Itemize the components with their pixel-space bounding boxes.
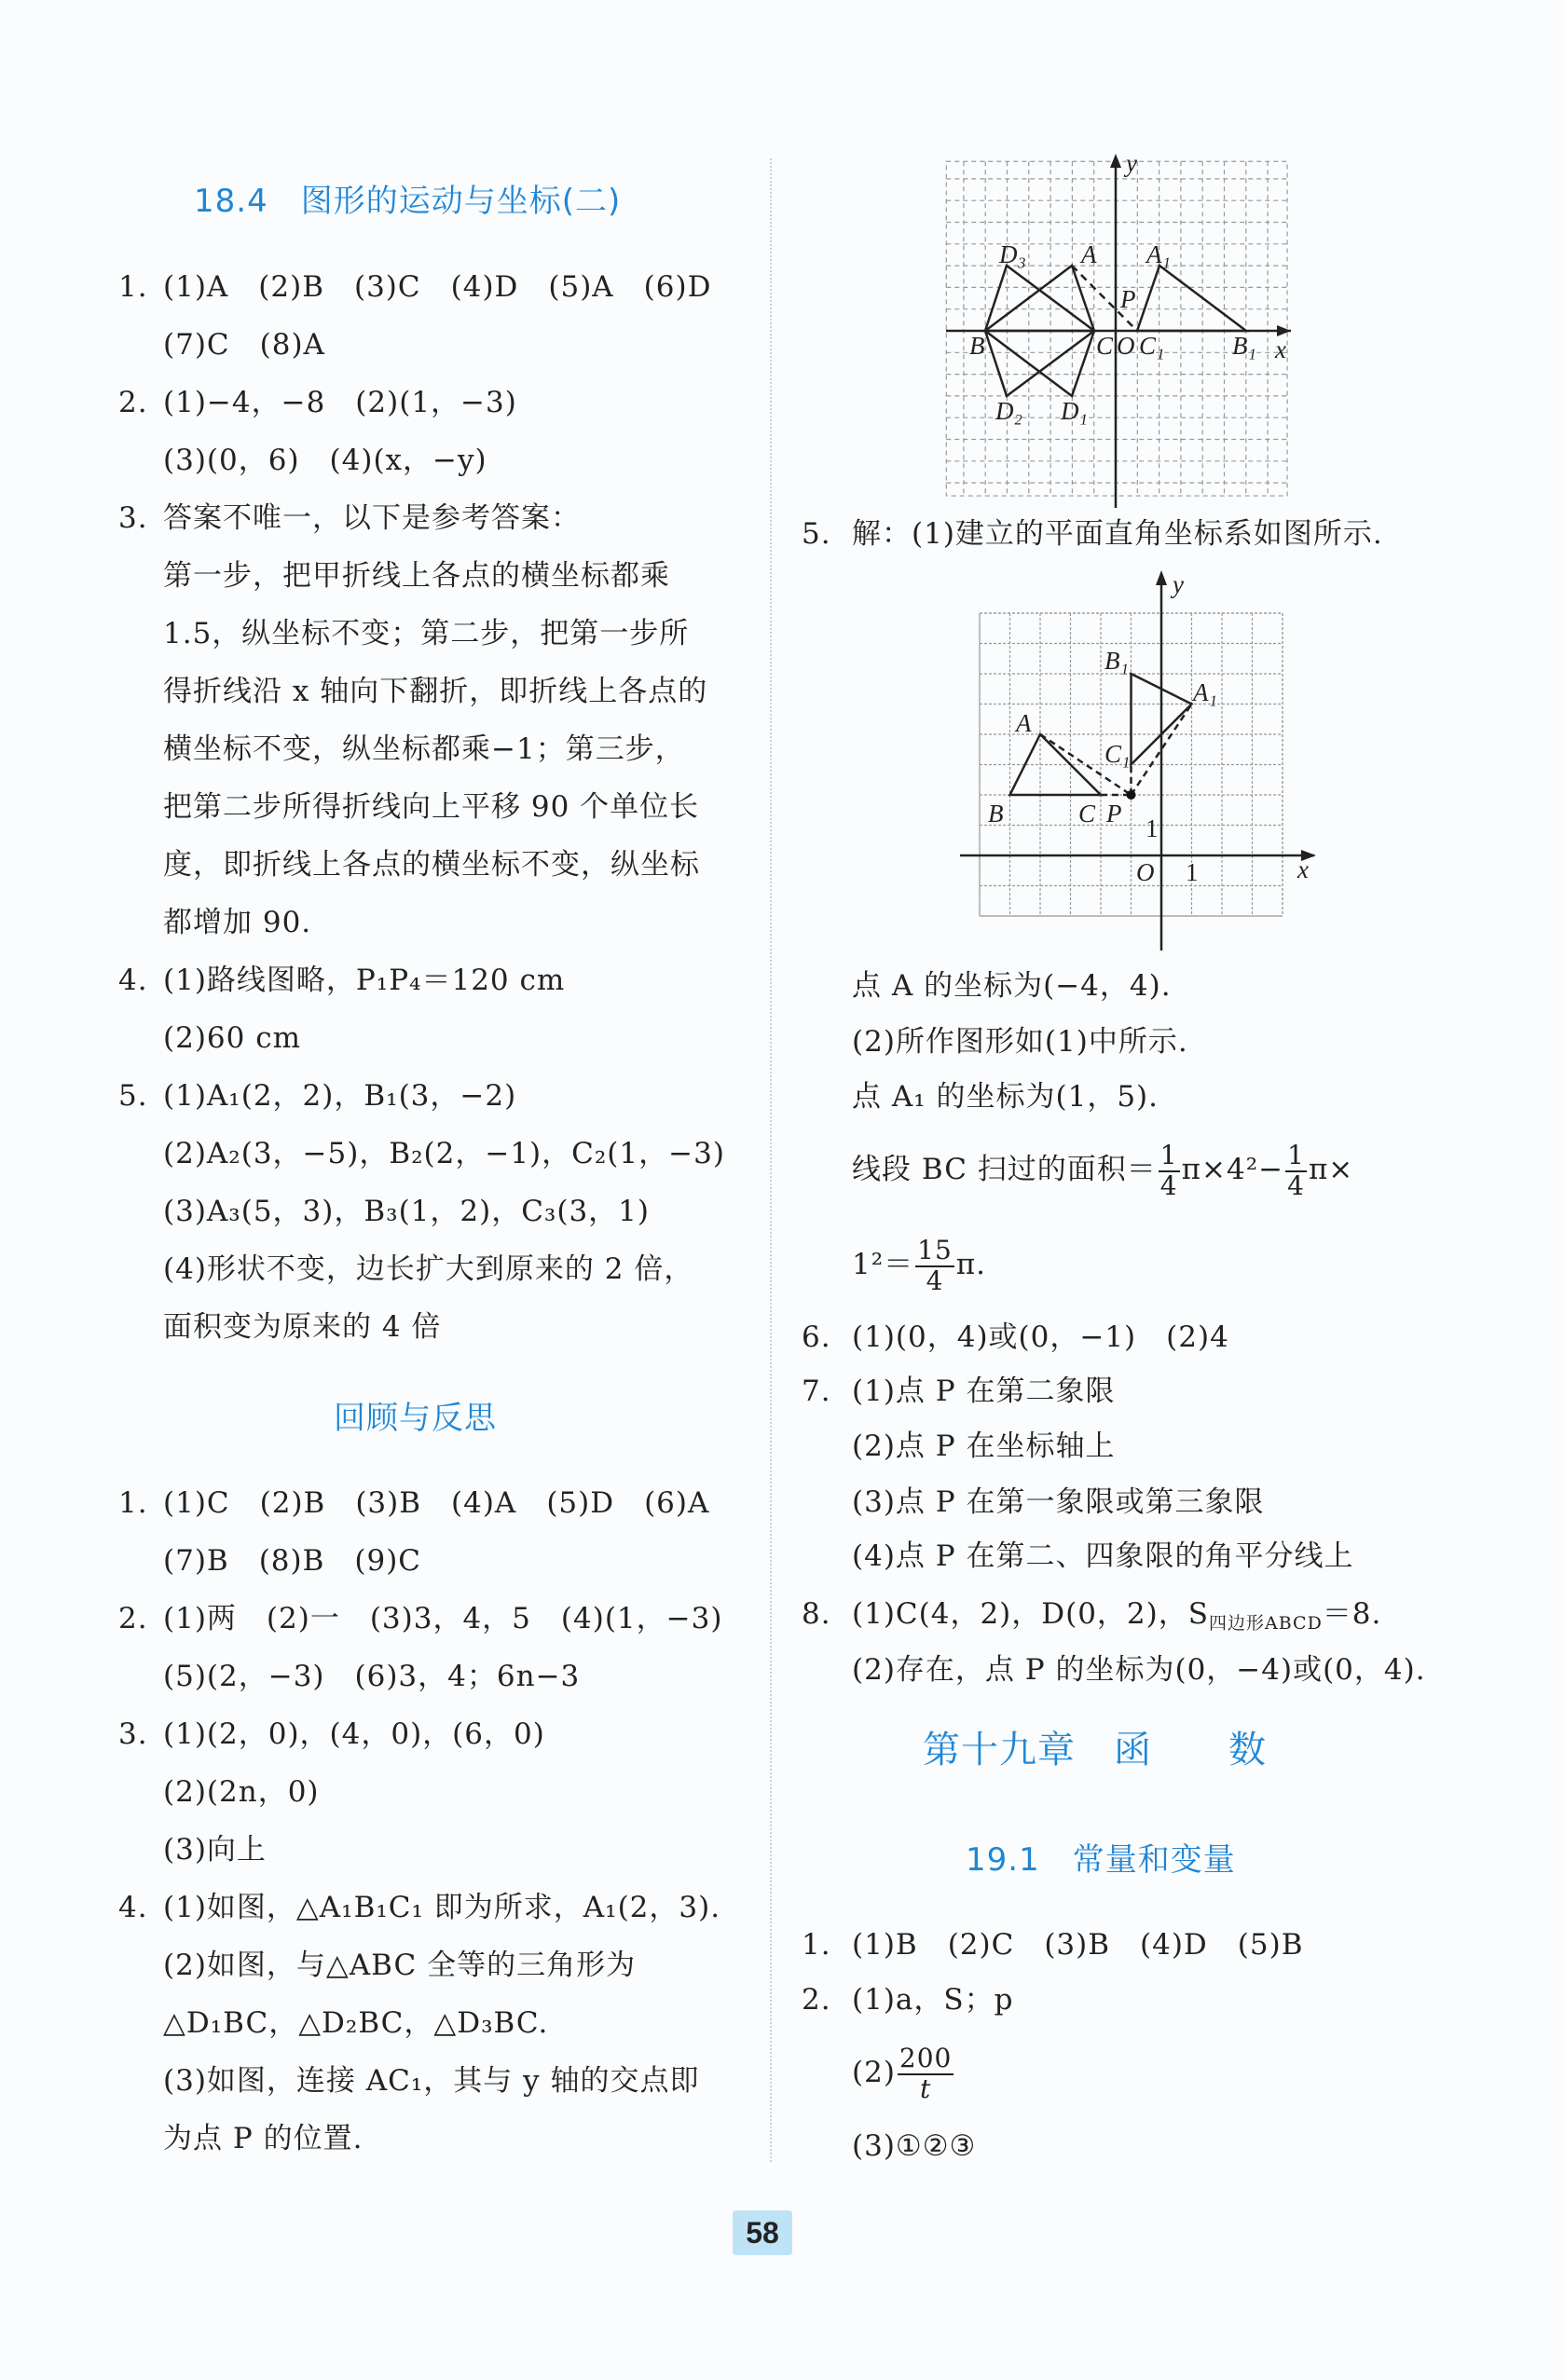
y-arrow-icon [1156, 570, 1167, 585]
q5-line-a: 点 A 的坐标为(−4，4). [852, 969, 1172, 1003]
answer-line: 度，即折线上各点的横坐标不变，纵坐标 [163, 848, 700, 882]
answer-line: (3)向上 [163, 1833, 267, 1867]
label-c: C [1096, 332, 1114, 360]
answer-line: (3)(0，6) (4)(x，−y) [163, 444, 487, 477]
question-number: 3. [118, 1717, 148, 1751]
label-d1: D₁ [1061, 397, 1088, 425]
fraction-200-t [898, 2042, 953, 2104]
section-title-18-4: 18.4 图形的运动与坐标(二) [194, 183, 622, 220]
denominator: 4 [926, 1265, 944, 1296]
question-number: 2. [118, 1602, 148, 1635]
answer-line: 横坐标不变，纵坐标都乘−1；第三步， [163, 732, 685, 766]
q7-line: (3)点 P 在第一象限或第三象限 [852, 1485, 1265, 1519]
label-a1: A₁ [1193, 678, 1217, 706]
s1-number: 1. [802, 1928, 831, 1962]
label-b1: B₁ [1232, 332, 1256, 360]
answer-line: (3)A₃(5，3)，B₃(1，2)，C₃(3，1) [163, 1195, 650, 1228]
answer-line: 为点 P 的位置. [163, 2122, 364, 2155]
q5-line-b: (2)所作图形如(1)中所示. [852, 1025, 1188, 1059]
formula2-prefix: 1²＝ [852, 1248, 914, 1281]
label-d2: D₂ [995, 397, 1022, 425]
numerator: 1 [1287, 1139, 1305, 1170]
answer-line: (2)60 cm [163, 1021, 301, 1055]
label-d3: D₃ [999, 240, 1026, 268]
q7-line: (4)点 P 在第二、四象限的角平分线上 [852, 1539, 1354, 1573]
triangle-a1b1c1 [1137, 266, 1246, 331]
answer-line: (1)−4，−8 (2)(1，−3) [163, 386, 517, 419]
numerator: 1 [1159, 1139, 1178, 1170]
label-x: x [1297, 855, 1309, 883]
s2-line3: (3)①②③ [852, 2129, 977, 2163]
answer-line: 把第二步所得折线向上平移 90 个单位长 [163, 790, 700, 824]
q8-subscript: 四边形ABCD [1209, 1613, 1323, 1634]
answer-line: 面积变为原来的 4 倍 [163, 1310, 442, 1344]
s2-line2 [852, 2035, 955, 2110]
answer-line: 第一步，把甲折线上各点的横坐标都乘 [163, 559, 670, 593]
answer-line: (4)形状不变，边长扩大到原来的 2 倍， [163, 1252, 694, 1286]
q5-formula-line1 [852, 1132, 1353, 1207]
q7-line: (2)点 P 在坐标轴上 [852, 1429, 1116, 1463]
label-y: y [1173, 570, 1184, 598]
triangle-d3bc [985, 266, 1094, 331]
diagram-coordinate-grid-2 [951, 559, 1342, 951]
label-1-x: 1 [1186, 858, 1199, 886]
answer-line: (3)如图，连接 AC₁，其与 y 轴的交点即 [163, 2064, 700, 2098]
s2-line2-prefix: (2) [852, 2056, 896, 2089]
page-number: 58 [733, 2210, 792, 2255]
q6-number: 6. [802, 1320, 831, 1354]
q7-number: 7. [802, 1375, 831, 1408]
label-c: C [1078, 800, 1096, 828]
numerator: 200 [899, 2042, 953, 2073]
fraction-1-4 [1159, 1139, 1180, 1201]
question-number: 1. [118, 1486, 148, 1520]
q5-formula-line2 [852, 1227, 986, 1302]
section-title-19-1: 19.1 常量和变量 [966, 1841, 1236, 1879]
formula2-end: π. [955, 1248, 987, 1281]
formula-end: π× [1308, 1153, 1354, 1186]
label-p: P [1106, 800, 1122, 828]
answer-line: (1)两 (2)一 (3)3，4，5 (4)(1，−3) [163, 1602, 723, 1635]
label-a1: A₁ [1146, 240, 1171, 268]
denominator: 4 [1159, 1169, 1178, 1201]
s2-number: 2. [802, 1983, 831, 2017]
denominator: 4 [1287, 1169, 1305, 1201]
label-a: A [1016, 709, 1032, 737]
question-number: 1. [118, 270, 148, 304]
s2-line1: (1)a，S；p [852, 1983, 1014, 2017]
q5-head: 解：(1)建立的平面直角坐标系如图所示. [852, 517, 1383, 551]
diagram-coordinate-grid-1 [932, 149, 1305, 513]
label-o: O [1117, 332, 1135, 360]
triangle-d2bc [985, 331, 1094, 396]
answer-line: (2)(2n，0) [163, 1775, 320, 1809]
point-p [1127, 790, 1136, 800]
label-p: P [1120, 285, 1136, 313]
answer-line: 1.5，纵坐标不变；第二步，把第一步所 [163, 617, 690, 650]
answer-line: (1)C (2)B (3)B (4)A (5)D (6)A [163, 1486, 710, 1520]
denominator: t [920, 2072, 932, 2104]
formula-mid: π×4²− [1181, 1153, 1284, 1186]
triangle-abc [985, 266, 1094, 331]
q5-line-c: 点 A₁ 的坐标为(1，5). [852, 1080, 1159, 1114]
label-y: y [1126, 149, 1137, 177]
y-arrow-icon [1110, 154, 1121, 168]
numerator: 15 [917, 1234, 953, 1265]
fraction-1-4 [1285, 1139, 1307, 1201]
answer-line: (1)A (2)B (3)C (4)D (5)A (6)D [163, 270, 712, 304]
answer-line: 都增加 90. [163, 906, 312, 939]
q7-line: (1)点 P 在第二象限 [852, 1375, 1116, 1408]
q8-line1-text: (1)C(4，2)，D(0，2)，S [852, 1597, 1209, 1631]
answer-line: (2)A₂(3，−5)，B₂(2，−1)，C₂(1，−3) [163, 1137, 725, 1170]
question-number: 2. [118, 386, 148, 419]
q5-number: 5. [802, 517, 831, 551]
answer-line: 得折线沿 x 轴向下翻折，即折线上各点的 [163, 675, 708, 708]
fraction-15-4 [915, 1234, 954, 1296]
q8-number: 8. [802, 1597, 831, 1631]
question-number: 5. [118, 1079, 148, 1113]
s1-text: (1)B (2)C (3)B (4)D (5)B [852, 1928, 1304, 1962]
question-number: 4. [118, 964, 148, 997]
answer-line: (2)如图，与△ABC 全等的三角形为 [163, 1949, 637, 1982]
answer-line: △D₁BC，△D₂BC，△D₃BC. [163, 2006, 549, 2040]
triangle-d1bc [985, 331, 1094, 396]
answer-line: (7)C (8)A [163, 328, 325, 362]
answer-line: (1)如图，△A₁B₁C₁ 即为所求，A₁(2，3). [163, 1891, 721, 1924]
label-b: B [988, 800, 1004, 828]
question-number: 4. [118, 1891, 148, 1924]
label-a: A [1081, 240, 1097, 268]
answer-line: (7)B (8)B (9)C [163, 1544, 422, 1578]
chapter-title: 第十九章 函 数 [923, 1729, 1267, 1771]
label-o: O [1136, 858, 1155, 886]
label-b: B [969, 332, 985, 360]
answer-line: (1)(2，0)，(4，0)，(6，0) [163, 1717, 545, 1751]
q8-line1-end: ＝8. [1322, 1597, 1382, 1631]
review-title: 回顾与反思 [334, 1400, 497, 1437]
q8-line1 [852, 1585, 1381, 1643]
answer-line: (1)路线图略，P₁P₄＝120 cm [163, 964, 566, 997]
q8-line2: (2)存在，点 P 的坐标为(0，−4)或(0，4). [852, 1653, 1426, 1687]
label-c1: C₁ [1139, 332, 1165, 360]
column-divider [770, 158, 772, 2162]
answer-line: (5)(2，−3) (6)3，4；6n−3 [163, 1660, 581, 1693]
label-x: x [1275, 335, 1286, 363]
answer-line: (1)A₁(2，2)，B₁(3，−2) [163, 1079, 517, 1113]
q6-text: (1)(0，4)或(0，−1) (2)4 [852, 1320, 1229, 1354]
formula-prefix: 线段 BC 扫过的面积＝ [852, 1153, 1157, 1186]
answer-line: 答案不唯一，以下是参考答案： [163, 501, 581, 535]
label-b1: B₁ [1104, 647, 1129, 675]
label-c1: C₁ [1104, 740, 1131, 768]
label-1-y: 1 [1146, 814, 1159, 842]
question-number: 3. [118, 501, 148, 535]
